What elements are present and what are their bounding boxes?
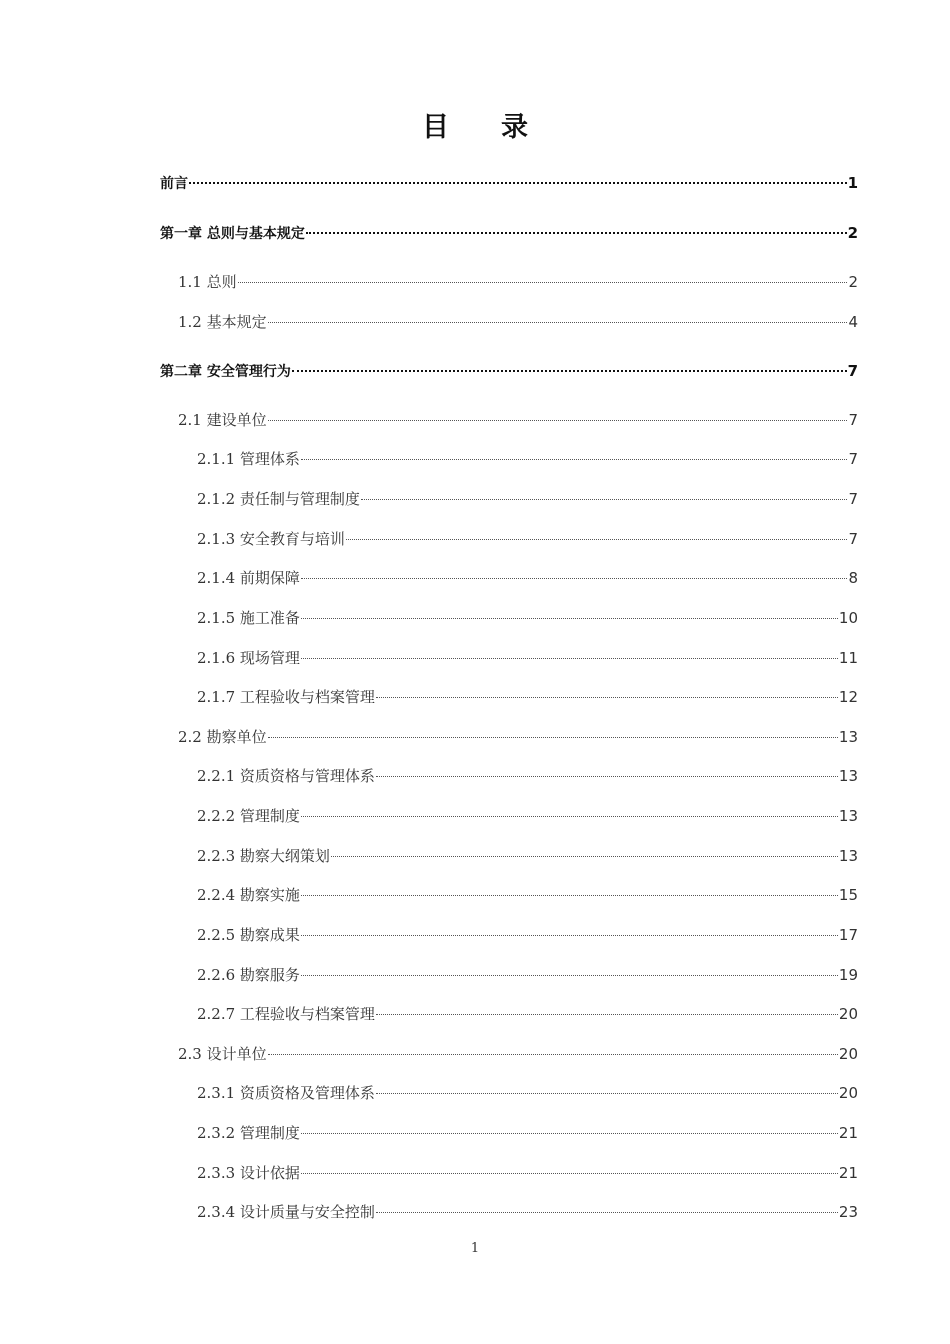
toc-entry-page: 7: [848, 450, 858, 468]
dot-leader: [268, 737, 838, 738]
toc-entry-page: 12: [838, 688, 858, 706]
toc-entry[interactable]: [197, 447, 858, 471]
toc-entry-page: 13: [838, 728, 858, 746]
toc-entry-label: 2.3 设计单位: [178, 1045, 267, 1063]
toc-entry[interactable]: [197, 1121, 858, 1145]
toc-entry-page: 23: [838, 1203, 858, 1221]
toc-entry-page: 13: [838, 767, 858, 785]
dot-leader: [301, 1173, 838, 1174]
toc-entry[interactable]: [197, 1200, 858, 1224]
toc-entry-page: 13: [838, 847, 858, 865]
toc-entry[interactable]: [197, 883, 858, 907]
toc-entry-label: 2.3.4 设计质量与安全控制: [197, 1203, 375, 1221]
dot-leader: [306, 232, 847, 234]
dot-leader: [268, 1054, 838, 1055]
toc-entry[interactable]: [197, 963, 858, 987]
title-char-2: 录: [501, 112, 528, 143]
toc-entry[interactable]: [197, 487, 858, 511]
toc-entry-page: 21: [838, 1164, 858, 1182]
toc-entry-label: 第二章 安全管理行为: [160, 364, 291, 380]
toc-entry-page: 2: [847, 224, 858, 242]
toc-entry-page: 17: [838, 926, 858, 944]
toc-entry[interactable]: [160, 171, 858, 195]
toc-entry-page: 1: [847, 174, 858, 192]
toc-entry[interactable]: [197, 844, 858, 868]
toc-entry-label: 2.3.1 资质资格及管理体系: [197, 1084, 375, 1102]
toc-entry[interactable]: [178, 270, 858, 294]
toc-entry-label: 2.2.4 勘察实施: [197, 886, 300, 904]
toc-entry-page: 7: [848, 411, 858, 429]
toc-entry-page: 15: [838, 886, 858, 904]
dot-leader: [376, 1014, 838, 1015]
toc-entry[interactable]: [197, 1002, 858, 1026]
dot-leader: [301, 658, 838, 659]
dot-leader: [301, 459, 848, 460]
toc-entry[interactable]: [178, 725, 858, 749]
toc-entry-label: 2.1 建设单位: [178, 411, 267, 429]
toc-entry[interactable]: [178, 310, 858, 334]
toc-entry[interactable]: [160, 359, 858, 383]
dot-leader: [268, 322, 848, 323]
toc-entry[interactable]: [178, 1042, 858, 1066]
toc-entry[interactable]: [197, 606, 858, 630]
dot-leader: [301, 895, 838, 896]
toc-entry[interactable]: [197, 685, 858, 709]
toc-entry-page: 20: [838, 1005, 858, 1023]
dot-leader: [301, 1133, 838, 1134]
dot-leader: [292, 370, 847, 372]
toc-entry-page: 21: [838, 1124, 858, 1142]
toc-entry-label: 2.2.6 勘察服务: [197, 966, 300, 984]
toc-entry-page: 20: [838, 1045, 858, 1063]
toc-entry[interactable]: [197, 764, 858, 788]
toc-entry-page: 7: [847, 362, 858, 380]
toc-entry-label: 2.2.5 勘察成果: [197, 926, 300, 944]
dot-leader: [301, 578, 848, 579]
toc-entry[interactable]: [160, 221, 858, 245]
toc-entry[interactable]: [197, 804, 858, 828]
toc-entry-label: 2.3.2 管理制度: [197, 1124, 300, 1142]
dot-leader: [376, 1212, 838, 1213]
toc-entry-label: 第一章 总则与基本规定: [160, 226, 305, 242]
dot-leader: [301, 975, 838, 976]
dot-leader: [361, 499, 848, 500]
toc-entry-page: 2: [848, 273, 858, 291]
toc-entry-label: 2.1.2 责任制与管理制度: [197, 490, 360, 508]
toc-entry-page: 11: [838, 649, 858, 667]
toc-entry[interactable]: [197, 923, 858, 947]
toc-entry-label: 2.1.7 工程验收与档案管理: [197, 688, 375, 706]
toc-entry-label: 2.2 勘察单位: [178, 728, 267, 746]
page-title: [0, 108, 950, 148]
toc-entry-page: 7: [848, 530, 858, 548]
toc-entry-page: 8: [848, 569, 858, 587]
dot-leader: [331, 856, 838, 857]
toc-entry[interactable]: [197, 527, 858, 551]
dot-leader: [301, 816, 838, 817]
toc-entry-label: 2.2.2 管理制度: [197, 807, 300, 825]
title-char-1: 目: [422, 112, 449, 143]
dot-leader: [189, 182, 847, 184]
toc-entry-label: 2.2.7 工程验收与档案管理: [197, 1005, 375, 1023]
page-number: 1: [470, 1241, 480, 1256]
toc-entry[interactable]: [197, 566, 858, 590]
dot-leader: [268, 420, 848, 421]
toc-entry-label: 2.2.3 勘察大纲策划: [197, 847, 330, 865]
toc-entry-label: 2.1.3 安全教育与培训: [197, 530, 345, 548]
toc-entry[interactable]: [178, 408, 858, 432]
toc-entry-page: 7: [848, 490, 858, 508]
toc-entry-label: 1.2 基本规定: [178, 313, 267, 331]
toc-entry[interactable]: [197, 1161, 858, 1185]
toc-entry-label: 2.2.1 资质资格与管理体系: [197, 767, 375, 785]
dot-leader: [376, 1093, 838, 1094]
toc-entry-page: 4: [848, 313, 858, 331]
toc-entry-page: 19: [838, 966, 858, 984]
toc-entry-label: 2.1.1 管理体系: [197, 450, 300, 468]
dot-leader: [238, 282, 848, 283]
dot-leader: [376, 776, 838, 777]
dot-leader: [301, 935, 838, 936]
toc-entry[interactable]: [197, 646, 858, 670]
toc-entry-page: 20: [838, 1084, 858, 1102]
toc-entry-page: 10: [838, 609, 858, 627]
toc-entry-label: 2.1.4 前期保障: [197, 569, 300, 587]
toc-entry-page: 13: [838, 807, 858, 825]
dot-leader: [301, 618, 838, 619]
toc-entry-label: 2.1.5 施工准备: [197, 609, 300, 627]
toc-entry-label: 2.3.3 设计依据: [197, 1164, 300, 1182]
toc-entry-label: 2.1.6 现场管理: [197, 649, 300, 667]
toc-entry-label: 前言: [160, 176, 188, 192]
dot-leader: [376, 697, 838, 698]
toc-entry-label: 1.1 总则: [178, 273, 237, 291]
toc-entry[interactable]: [197, 1081, 858, 1105]
dot-leader: [346, 539, 848, 540]
